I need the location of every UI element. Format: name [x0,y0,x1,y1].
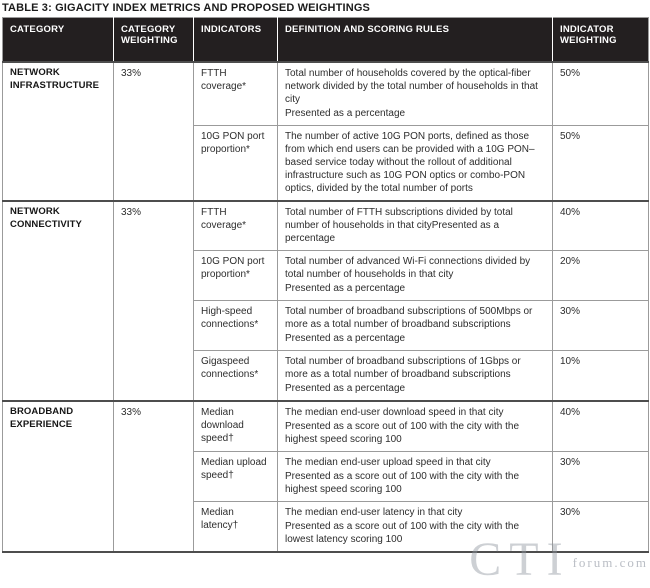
indicator-weighting-cell: 30% [553,452,649,502]
definition-text: The number of active 10G PON ports, defined as those from which end users can be provided with a 10G PON–based service today without the rollout of additional infrastructure such as 10G PON optics or combo-PON optics, divided by the total number of ports [285,131,535,194]
header-row [3,18,649,63]
indicator-cell: 10G PON port proportion* [194,126,278,202]
scoring-rule-text: Presented as a score out of 100 with the city with the highest speed scoring 100 [285,421,520,445]
definition-text: Total number of advanced Wi-Fi connections divided by total number of households in that city [285,256,531,280]
column-header-category-weighting: CATEGORY WEIGHTING [114,18,194,63]
indicator-cell: FTTH coverage* [194,201,278,251]
definition-cell [278,62,553,126]
definition-text: Total number of broadband subscriptions of 1Gbps or more as a total number of broadband subscriptions [285,356,521,380]
category-weighting-cell: 33% [114,201,194,401]
scoring-rule-text: Presented as a percentage [285,333,406,344]
definition-text: The median end-user latency in that city [285,507,463,518]
category-weighting-cell: 33% [114,401,194,552]
column-header-category: CATEGORY [3,18,114,63]
definition-cell [278,401,553,452]
category-cell: NETWORK CONNECTIVITY [3,201,114,401]
scoring-rule-text: Presented as a percentage [285,108,406,119]
scoring-rule-text: Presented as a score out of 100 with the city with the highest speed scoring 100 [285,471,520,495]
definition-cell [278,452,553,502]
indicator-cell: Gigaspeed connections* [194,351,278,402]
column-header-definition-and-scoring-rules: DEFINITION AND SCORING RULES [278,18,553,63]
table-row [3,401,649,452]
definition-text: The median end-user download speed in that city [285,407,504,418]
indicator-cell: Median upload speed† [194,452,278,502]
category-cell: BROADBAND EXPERIENCE [3,401,114,552]
scoring-rule-text: Presented as a percentage [285,283,406,294]
definition-cell [278,251,553,301]
indicator-cell: FTTH coverage* [194,62,278,126]
watermark-cti-text: CTI [469,533,571,586]
definition-text: Total number of broadband subscriptions of 500Mbps or more as a total number of broadband subscriptions [285,306,533,330]
definition-cell [278,301,553,351]
indicator-weighting-cell: 50% [553,62,649,126]
indicator-cell: Median latency† [194,502,278,553]
table-row [3,201,649,251]
category-cell: NETWORK INFRASTRUCTURE [3,62,114,201]
indicator-cell: High-speed connections* [194,301,278,351]
table-title: TABLE 3: GIGACITY INDEX METRICS AND PROPOSED WEIGHTINGS [2,2,371,14]
column-header-indicator-weighting: INDICATOR WEIGHTING [553,18,649,63]
definition-text: Total number of FTTH subscriptions divided by total number of households in that cityPresented as a percentage [285,207,513,244]
table-body [3,62,649,552]
indicator-weighting-cell: 10% [553,351,649,402]
table-row [3,62,649,126]
definition-cell [278,502,553,553]
indicator-weighting-cell: 30% [553,502,649,553]
indicator-cell: 10G PON port proportion* [194,251,278,301]
indicator-weighting-cell: 50% [553,126,649,202]
gigacity-index-table [2,17,649,553]
definition-cell [278,201,553,251]
watermark-forum-text: forum.com [572,555,648,570]
table-header [3,18,649,63]
scoring-rule-text: Presented as a percentage [285,383,406,394]
indicator-weighting-cell: 40% [553,201,649,251]
indicator-weighting-cell: 30% [553,301,649,351]
category-weighting-cell: 33% [114,62,194,201]
indicator-cell: Median download speed† [194,401,278,452]
definition-cell [278,126,553,202]
indicator-weighting-cell: 20% [553,251,649,301]
column-header-indicators: INDICATORS [194,18,278,63]
scoring-rule-text: Presented as a score out of 100 with the city with the lowest latency scoring 100 [285,521,520,545]
indicator-weighting-cell: 40% [553,401,649,452]
definition-text: Total number of households covered by the optical-fiber network divided by the total number of households in that city [285,68,538,105]
definition-cell [278,351,553,402]
definition-text: The median end-user upload speed in that city [285,457,491,468]
